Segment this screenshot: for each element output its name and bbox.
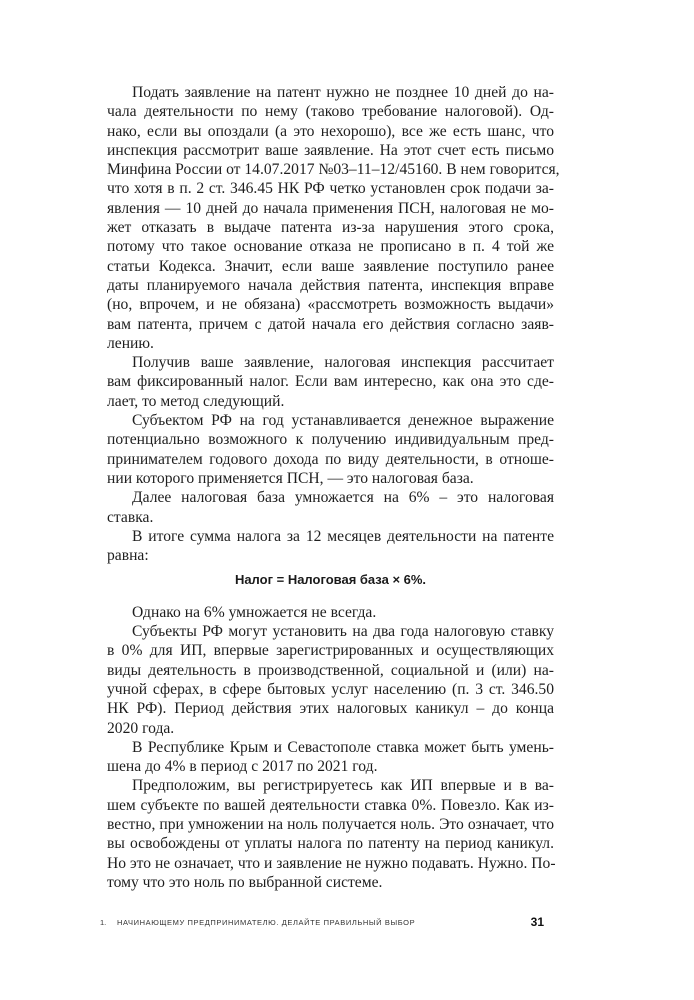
paragraph bbox=[107, 527, 554, 566]
body-text bbox=[107, 83, 560, 892]
text-line: явления — 10 дней до начала применения ПСН, налоговая не мо- bbox=[107, 199, 554, 217]
page-number: 31 bbox=[530, 915, 544, 929]
text-line: Но это не означает, что и заявление не нужно подавать. Нужно. По- bbox=[107, 854, 556, 872]
page-footer bbox=[100, 915, 554, 931]
text-line: Однако на 6% умножается не всегда. bbox=[132, 603, 377, 621]
text-line: Получив ваше заявление, налоговая инспекция рассчитает bbox=[132, 354, 554, 372]
text-line: 2020 года. bbox=[107, 719, 175, 737]
text-line: вам фиксированный налог. Если вам интересно, как она это сде- bbox=[107, 373, 554, 391]
text-line: тому что это ноль по выбранной системе. bbox=[107, 873, 383, 891]
text-line: что хотя в п. 2 ст. 346.45 НК РФ четко установлен срок подачи за- bbox=[107, 180, 554, 198]
text-line: В итоге сумма налога за 12 месяцев деятельности на патенте bbox=[132, 527, 554, 545]
text-line: потому что такое основание отказа не прописано в п. 4 той же bbox=[107, 238, 554, 256]
text-line: В Республике Крым и Севастополе ставка может быть умень- bbox=[132, 738, 554, 756]
text-line: Далее налоговая база умножается на 6% – это налоговая bbox=[132, 489, 554, 507]
text-line: вестно, при умножении на ноль получается ноль. Это означает, что bbox=[107, 815, 554, 833]
text-line: Подать заявление на патент нужно не позднее 10 дней до на- bbox=[132, 84, 554, 101]
paragraph bbox=[107, 603, 554, 622]
paragraph bbox=[107, 622, 554, 738]
text-line: шем субъекте по вашей деятельности ставка 0%. Повезло. Как из- bbox=[107, 796, 554, 814]
text-line: Субъектом РФ на год устанавливается денежное выражение bbox=[132, 412, 554, 430]
text-line: принимателем годового дохода по виду деятельности, в отноше- bbox=[107, 450, 554, 468]
text-line: ставка. bbox=[107, 508, 154, 526]
tax-formula: Налог = Налоговая база × 6%. bbox=[234, 572, 427, 588]
paragraph bbox=[107, 738, 554, 777]
paragraph bbox=[107, 776, 554, 892]
text-line: лает, то метод следующий. bbox=[107, 392, 285, 410]
text-line: Минфина России от 14.07.2017 №03–11–12/45160. В нем говорится, bbox=[107, 161, 560, 179]
text-line: лению. bbox=[107, 334, 154, 352]
text-line: Субъекты РФ могут установить на два года налоговую ставку bbox=[132, 623, 554, 641]
text-line: статьи Кодекса. Значит, если ваше заявление поступило ранее bbox=[107, 257, 554, 275]
chapter-number: 1. bbox=[100, 918, 107, 927]
text-line: шена до 4% в период с 2017 по 2021 год. bbox=[107, 758, 378, 776]
text-line: Предположим, вы регистрируетесь как ИП впервые и в ва- bbox=[132, 777, 554, 795]
paragraph bbox=[107, 488, 554, 527]
text-line: даты планируемого начала действия патента, инспекция вправе bbox=[107, 276, 554, 294]
chapter-title: НАЧИНАЮЩЕМУ ПРЕДПРИНИМАТЕЛЮ. ДЕЛАЙТЕ ПРАВИЛЬНЫЙ ВЫБОР bbox=[117, 918, 416, 927]
text-line: потенциально возможного к получению индивидуальным пред- bbox=[107, 431, 554, 449]
text-line: в 0% для ИП, впервые зарегистрированных и осуществляющих bbox=[107, 642, 554, 660]
text-line: виды деятельность в производственной, социальной и (или) на- bbox=[107, 661, 554, 679]
text-line: учной сферах, в сфере бытовых услуг населению (п. 3 ст. 346.50 bbox=[107, 680, 554, 698]
paragraph bbox=[107, 411, 554, 488]
text-line: равна: bbox=[107, 547, 149, 565]
text-line: вы освобождены от уплаты налога по патенту на период каникул. bbox=[107, 835, 554, 853]
text-line: чала деятельности по нему (таково требование налоговой). Од- bbox=[107, 103, 554, 121]
text-line: жет отказать в выдаче патента из-за нарушения этого срока, bbox=[107, 219, 554, 237]
text-line: (но, впрочем, и не обязана) «рассмотреть возможность выдачи» bbox=[107, 296, 554, 314]
paragraph bbox=[107, 353, 554, 411]
text-line: НК РФ). Период действия этих налоговых каникул – до конца bbox=[107, 700, 554, 718]
paragraph bbox=[107, 83, 560, 353]
text-line: нии которого применяется ПСН, — это налоговая база. bbox=[107, 469, 474, 487]
text-line: инспекция рассмотрит ваше заявление. На этот счет есть письмо bbox=[107, 141, 554, 159]
text-line: нако, если вы опоздали (а это нехорошо), все же есть шанс, что bbox=[107, 122, 554, 140]
text-line: вам патента, причем с датой начала его действия согласно заяв- bbox=[107, 315, 554, 333]
